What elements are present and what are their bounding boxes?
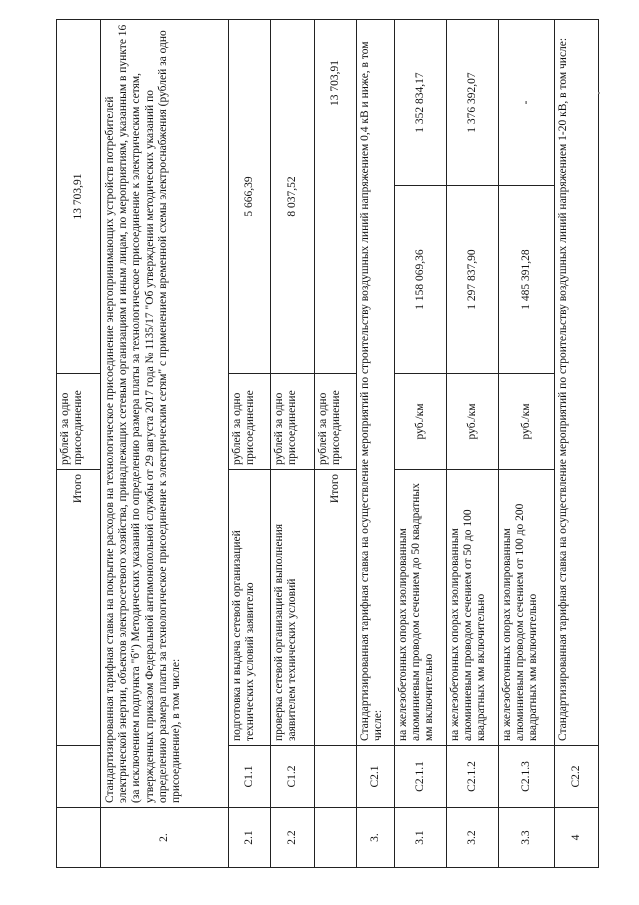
table-row xyxy=(57,20,101,868)
row-code: С2.1.1 xyxy=(395,746,447,808)
row-code xyxy=(315,746,357,808)
row-value: 13 703,91 xyxy=(57,20,101,374)
row-value-1: 1 158 069,36 xyxy=(395,186,447,374)
rotated-table-wrapper xyxy=(56,20,598,868)
row-number: 2. xyxy=(101,808,229,868)
row-code: С2.2 xyxy=(555,746,599,808)
table-row xyxy=(395,20,447,868)
table-row xyxy=(357,20,395,868)
table-row xyxy=(101,20,229,868)
row-unit: рублей за одно присоединение xyxy=(271,374,315,470)
row-description: подготовка и выдача сетевой организацией технических условий заявителю xyxy=(229,470,271,746)
row-code: С1.2 xyxy=(271,746,315,808)
row-code: С2.1.3 xyxy=(499,746,555,808)
row-unit: руб./км xyxy=(447,374,499,470)
row-description: Стандартизированная тарифная ставка на покрытие расходов на технологическое присоединение энергопринимающих устройств потребителей электрической энергии, объектов электросетевого хозяйства, принадлежащих сетевым организациям и иным лицам, по мероприятиям, указанным в пункте 16 (за исключением подпункта "б") Методических указаний по определению размера платы за технологическое присоединение к электрическим сетям, утвержденных приказом Федеральной антимонопольной службы от 29 августа 2017 года № 1135/17 "Об утверждении методических указаний по определению размера платы за технологическое присоединение к электрическим сетям" с применением временной схемы электроснабжения (рублей за одно присоединение), в том числе: xyxy=(101,20,229,808)
row-value-1: 1 485 391,28 xyxy=(499,186,555,374)
row-unit: рублей за одно присоединение xyxy=(229,374,271,470)
row-code: С2.1.2 xyxy=(447,746,499,808)
row-unit: рублей за одно присоединение xyxy=(315,374,357,470)
row-value: 5 666,39 xyxy=(229,20,271,374)
row-value-2: 1 352 834,17 xyxy=(395,20,447,186)
row-description: на железобетонных опорах изолированным алюминиевым проводом сечением от 100 до 200 квадратных мм включительно xyxy=(499,470,555,746)
row-value-2: 1 376 392,07 xyxy=(447,20,499,186)
row-number: 4 xyxy=(555,808,599,868)
row-description: Стандартизированная тарифная ставка на осуществление мероприятий по строительству воздушных линий напряжением 0,4 кВ и ниже, в том числе: xyxy=(357,20,395,746)
row-number: 3.2 xyxy=(447,808,499,868)
row-value-1: 1 297 837,90 xyxy=(447,186,499,374)
table-row xyxy=(315,20,357,868)
row-value: 13 703,91 xyxy=(315,20,357,374)
row-code: С2.1 xyxy=(357,746,395,808)
row-value-2: - xyxy=(499,20,555,186)
row-number: 2.2 xyxy=(271,808,315,868)
scan-speck xyxy=(598,92,600,94)
row-code xyxy=(57,746,101,808)
row-number: 2.1 xyxy=(229,808,271,868)
row-number: 3.3 xyxy=(499,808,555,868)
row-description: проверка сетевой организацией выполнения заявителем технических условий xyxy=(271,470,315,746)
row-description: на железобетонных опорах изолированным алюминиевым проводом сечением от 50 до 100 квадратных мм включительно xyxy=(447,470,499,746)
row-number: 3.1 xyxy=(395,808,447,868)
table-row xyxy=(555,20,599,868)
row-description: Стандартизированная тарифная ставка на осуществление мероприятий по строительству воздушных линий напряжением 1-20 кВ, в том числе: xyxy=(555,20,599,746)
row-number xyxy=(57,808,101,868)
row-unit: руб./км xyxy=(499,374,555,470)
row-value: 8 037,52 xyxy=(271,20,315,374)
table-row xyxy=(229,20,271,868)
row-unit: руб./км xyxy=(395,374,447,470)
tariff-table xyxy=(56,19,599,868)
row-description: Итого xyxy=(57,470,101,746)
row-description: на железобетонных опорах изолированным алюминиевым проводом сечением до 50 квадратных мм включительно xyxy=(395,470,447,746)
row-description: Итого xyxy=(315,470,357,746)
row-number: 3. xyxy=(357,808,395,868)
row-number xyxy=(315,808,357,868)
table-row xyxy=(271,20,315,868)
row-code: С1.1 xyxy=(229,746,271,808)
table-row xyxy=(447,20,499,868)
row-unit: рублей за одно присоединение xyxy=(57,374,101,470)
table-row xyxy=(499,20,555,868)
